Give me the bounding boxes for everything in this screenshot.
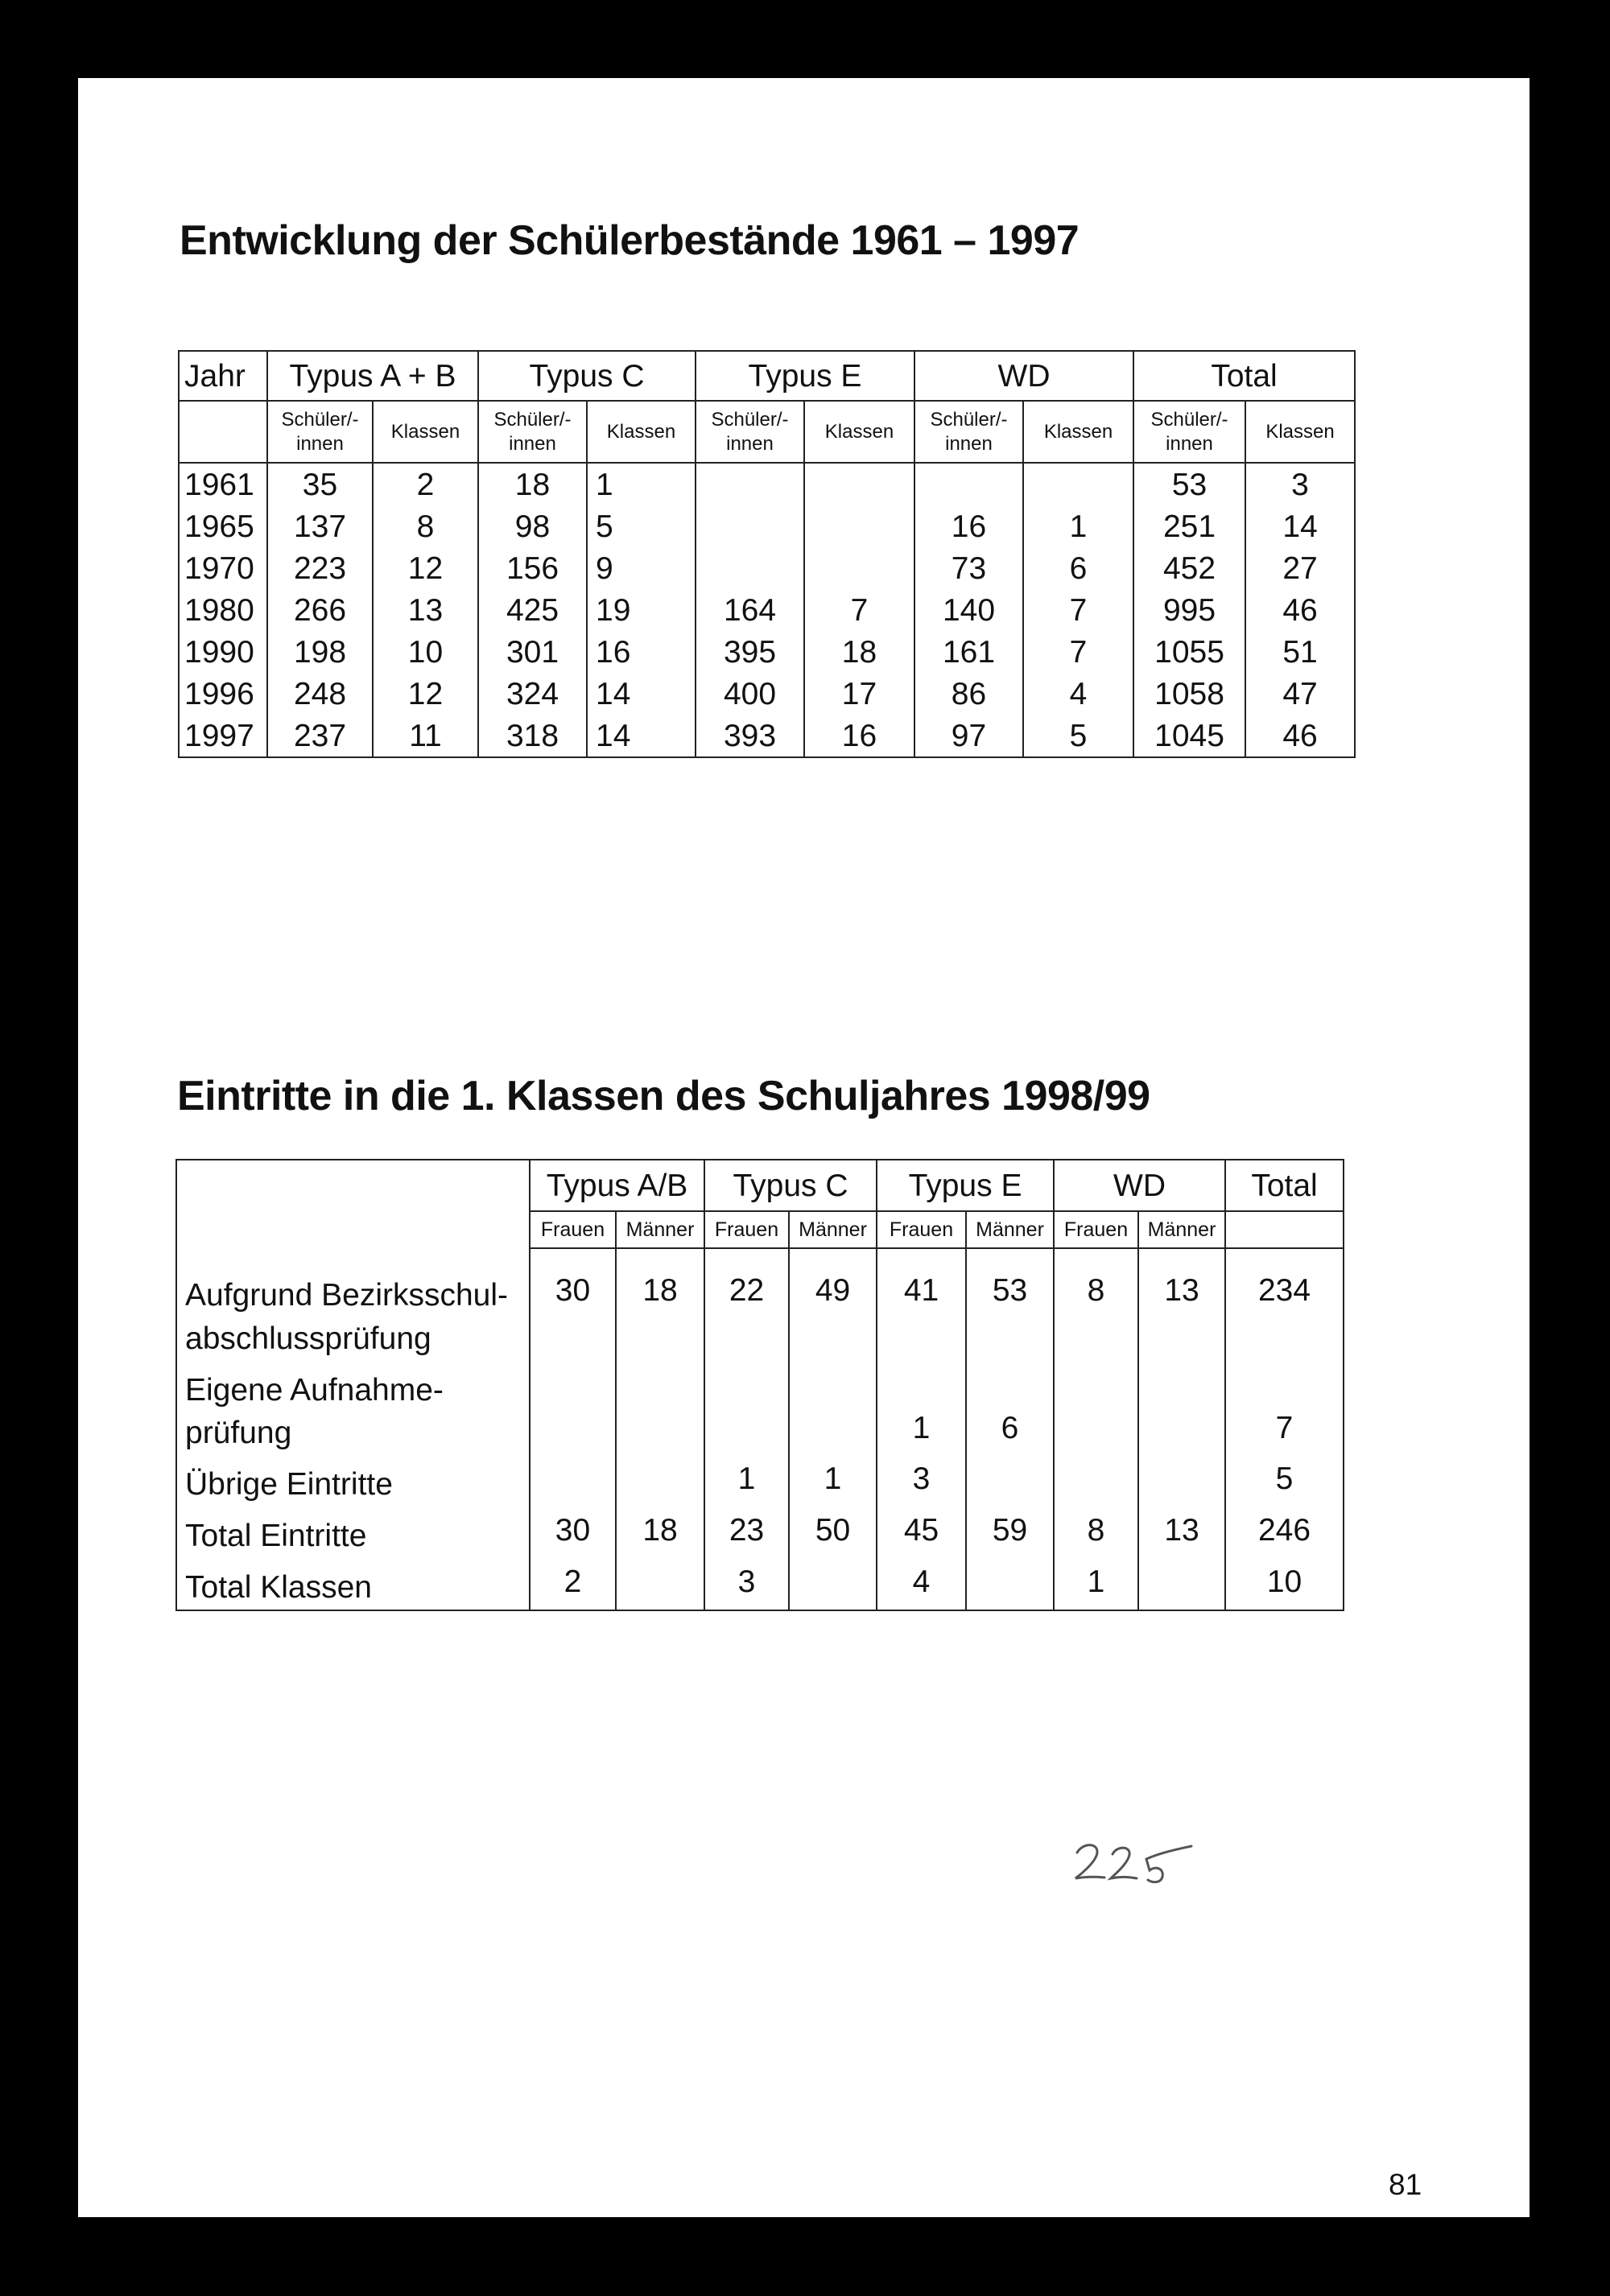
subheader-women: Frauen: [530, 1211, 616, 1248]
table-cell: 18: [616, 1507, 704, 1558]
table-cell: 73: [914, 547, 1023, 589]
table-cell: 452: [1133, 547, 1245, 589]
subheader-students: Schüler/- innen: [696, 401, 804, 463]
table-cell: 4: [877, 1558, 966, 1610]
table-cell: 16: [587, 631, 696, 673]
year-cell: 1970: [179, 547, 267, 589]
table-cell: 18: [616, 1248, 704, 1361]
table2-title: Eintritte in die 1. Klassen des Schuljahres 1998/99: [177, 1073, 1150, 1119]
table-row: [179, 505, 1355, 547]
year-cell: 1997: [179, 715, 267, 757]
table-cell: 198: [267, 631, 373, 673]
table-cell: 14: [1245, 505, 1355, 547]
table-cell: 3: [1245, 463, 1355, 505]
table-cell: 5: [1225, 1455, 1344, 1507]
row-label: Aufgrund Bezirksschul- abschlussprüfung: [176, 1248, 530, 1361]
table-cell: 47: [1245, 673, 1355, 715]
table-cell: 266: [267, 589, 373, 631]
table-cell: 18: [478, 463, 587, 505]
table-cell: 400: [696, 673, 804, 715]
subheader-men: Männer: [789, 1211, 877, 1248]
table-row: [179, 589, 1355, 631]
table-cell: 6: [1023, 547, 1133, 589]
subheader-blank: [1225, 1211, 1344, 1248]
header-year: Jahr: [179, 351, 267, 401]
table-cell: 86: [914, 673, 1023, 715]
table-cell: 8: [1054, 1507, 1138, 1558]
table-row: [176, 1248, 1344, 1361]
table-cell: 395: [696, 631, 804, 673]
row-label: Eigene Aufnahme- prüfung: [176, 1361, 530, 1456]
table-cell: [804, 505, 914, 547]
header-group: Typus C: [704, 1160, 877, 1211]
table-cell: 19: [587, 589, 696, 631]
subheader-classes: Klassen: [804, 401, 914, 463]
header-group: Typus A + B: [267, 351, 478, 401]
table-cell: 11: [373, 715, 478, 757]
year-cell: 1965: [179, 505, 267, 547]
table-cell: [804, 463, 914, 505]
header-group: Total: [1133, 351, 1355, 401]
table-cell: 425: [478, 589, 587, 631]
header-group: Typus A/B: [530, 1160, 704, 1211]
page-number: 81: [1389, 2168, 1422, 2201]
table-cell: 13: [1138, 1248, 1225, 1361]
header-blank: [176, 1160, 530, 1248]
table-cell: 7: [1225, 1361, 1344, 1456]
table-cell: 2: [373, 463, 478, 505]
table-cell: 30: [530, 1507, 616, 1558]
table-cell: 17: [804, 673, 914, 715]
table-cell: 30: [530, 1248, 616, 1361]
table-cell: 1055: [1133, 631, 1245, 673]
table-cell: 1: [704, 1455, 789, 1507]
table-cell: 318: [478, 715, 587, 757]
table-cell: 3: [877, 1455, 966, 1507]
subheader-blank: [179, 401, 267, 463]
handwritten-note: [1072, 1828, 1201, 1885]
table-cell: 14: [587, 673, 696, 715]
table-row: [176, 1507, 1344, 1558]
subheader-women: Frauen: [1054, 1211, 1138, 1248]
table-cell: [530, 1455, 616, 1507]
table-cell: 53: [966, 1248, 1054, 1361]
table-cell: 13: [373, 589, 478, 631]
table-cell: [1054, 1455, 1138, 1507]
table-cell: 14: [587, 715, 696, 757]
year-cell: 1990: [179, 631, 267, 673]
subheader-women: Frauen: [704, 1211, 789, 1248]
table-cell: 1: [587, 463, 696, 505]
table-row: [179, 631, 1355, 673]
header-group: Total: [1225, 1160, 1344, 1211]
row-label: Übrige Eintritte: [176, 1455, 530, 1507]
table-cell: 13: [1138, 1507, 1225, 1558]
table-cell: 1058: [1133, 673, 1245, 715]
table-cell: 45: [877, 1507, 966, 1558]
table-cell: 1: [1054, 1558, 1138, 1610]
table-cell: [966, 1455, 1054, 1507]
entries-table: [175, 1159, 1344, 1611]
table-cell: 301: [478, 631, 587, 673]
table-cell: 27: [1245, 547, 1355, 589]
table-cell: [789, 1558, 877, 1610]
subheader-row: [179, 401, 1355, 463]
table-cell: [789, 1361, 877, 1456]
subheader-men: Männer: [966, 1211, 1054, 1248]
table-cell: 393: [696, 715, 804, 757]
table-cell: 251: [1133, 505, 1245, 547]
year-cell: 1996: [179, 673, 267, 715]
table-cell: 50: [789, 1507, 877, 1558]
table-cell: 7: [1023, 631, 1133, 673]
table-cell: [804, 547, 914, 589]
table-cell: 223: [267, 547, 373, 589]
subheader-classes: Klassen: [587, 401, 696, 463]
row-label: Total Eintritte: [176, 1507, 530, 1558]
table-cell: [616, 1455, 704, 1507]
table-cell: [1138, 1558, 1225, 1610]
subheader-classes: Klassen: [1023, 401, 1133, 463]
page-sheet: [78, 78, 1530, 2217]
table-cell: 4: [1023, 673, 1133, 715]
table-cell: 9: [587, 547, 696, 589]
table-cell: 53: [1133, 463, 1245, 505]
table-cell: 12: [373, 673, 478, 715]
table-cell: 46: [1245, 589, 1355, 631]
table-cell: [1138, 1361, 1225, 1456]
table-row: [179, 547, 1355, 589]
table-cell: 12: [373, 547, 478, 589]
table-cell: 156: [478, 547, 587, 589]
table-cell: [1054, 1361, 1138, 1456]
table-cell: [966, 1558, 1054, 1610]
table-cell: [1138, 1455, 1225, 1507]
table-cell: 49: [789, 1248, 877, 1361]
table-cell: 22: [704, 1248, 789, 1361]
table-cell: [696, 547, 804, 589]
table-cell: 6: [966, 1361, 1054, 1456]
table-cell: 161: [914, 631, 1023, 673]
table-cell: 140: [914, 589, 1023, 631]
subheader-classes: Klassen: [1245, 401, 1355, 463]
table-row: [179, 463, 1355, 505]
table-cell: [696, 505, 804, 547]
subheader-men: Männer: [1138, 1211, 1225, 1248]
table-cell: 164: [696, 589, 804, 631]
year-cell: 1961: [179, 463, 267, 505]
table-cell: [530, 1361, 616, 1456]
table-row: [176, 1361, 1344, 1456]
table-cell: 51: [1245, 631, 1355, 673]
table-cell: 8: [373, 505, 478, 547]
table-cell: 59: [966, 1507, 1054, 1558]
table-cell: [696, 463, 804, 505]
table-cell: 137: [267, 505, 373, 547]
subheader-women: Frauen: [877, 1211, 966, 1248]
table-cell: 10: [1225, 1558, 1344, 1610]
subheader-students: Schüler/- innen: [914, 401, 1023, 463]
table-cell: 8: [1054, 1248, 1138, 1361]
subheader-men: Männer: [616, 1211, 704, 1248]
table-cell: 23: [704, 1507, 789, 1558]
table-cell: 2: [530, 1558, 616, 1610]
table-cell: 10: [373, 631, 478, 673]
table-cell: 1: [789, 1455, 877, 1507]
table-cell: [704, 1361, 789, 1456]
header-group: WD: [914, 351, 1133, 401]
header-group: Typus E: [877, 1160, 1054, 1211]
row-label: Total Klassen: [176, 1558, 530, 1610]
student-development-table: [178, 350, 1356, 758]
table-cell: 1: [877, 1361, 966, 1456]
table-cell: 98: [478, 505, 587, 547]
table-cell: 995: [1133, 589, 1245, 631]
subheader-students: Schüler/- innen: [1133, 401, 1245, 463]
table-cell: 16: [804, 715, 914, 757]
table-cell: [616, 1558, 704, 1610]
table-row: [176, 1455, 1344, 1507]
subheader-students: Schüler/- innen: [478, 401, 587, 463]
table-cell: 234: [1225, 1248, 1344, 1361]
table-cell: 35: [267, 463, 373, 505]
table-cell: 97: [914, 715, 1023, 757]
table-cell: [616, 1361, 704, 1456]
table-cell: 5: [587, 505, 696, 547]
table-cell: 7: [804, 589, 914, 631]
table-cell: [1023, 463, 1133, 505]
table-cell: 248: [267, 673, 373, 715]
header-group: Typus E: [696, 351, 914, 401]
table-row: [176, 1558, 1344, 1610]
table-cell: 3: [704, 1558, 789, 1610]
table-cell: 16: [914, 505, 1023, 547]
table-cell: 7: [1023, 589, 1133, 631]
table1-title: Entwicklung der Schülerbestände 1961 – 1997: [180, 217, 1080, 264]
table-cell: 237: [267, 715, 373, 757]
table-cell: [914, 463, 1023, 505]
table-cell: 1: [1023, 505, 1133, 547]
table-cell: 18: [804, 631, 914, 673]
table-row: [179, 673, 1355, 715]
table-cell: 41: [877, 1248, 966, 1361]
table-cell: 324: [478, 673, 587, 715]
header-group: Typus C: [478, 351, 696, 401]
table-cell: 246: [1225, 1507, 1344, 1558]
table-cell: 5: [1023, 715, 1133, 757]
table-cell: 1045: [1133, 715, 1245, 757]
table-row: [179, 715, 1355, 757]
header-group: WD: [1054, 1160, 1225, 1211]
subheader-students: Schüler/- innen: [267, 401, 373, 463]
subheader-classes: Klassen: [373, 401, 478, 463]
table-cell: 46: [1245, 715, 1355, 757]
year-cell: 1980: [179, 589, 267, 631]
